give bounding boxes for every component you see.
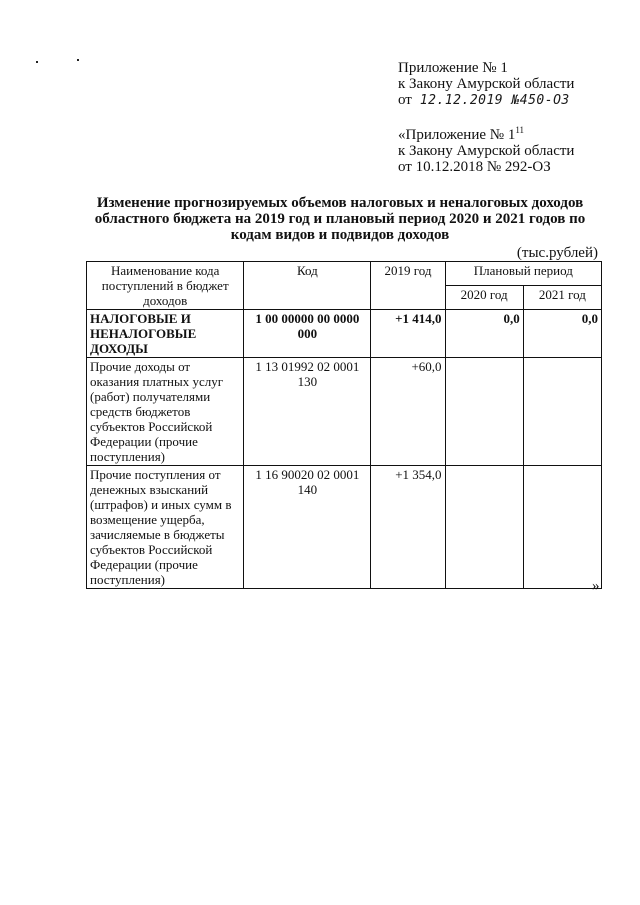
- closing-quote-mark: »: [592, 578, 600, 594]
- row-2021: [523, 466, 601, 589]
- row-2019: +1 414,0: [371, 310, 445, 358]
- row-code: 1 16 90020 02 0001 140: [244, 466, 371, 589]
- table-row: [87, 358, 602, 466]
- header-2020: 2020 год: [445, 286, 523, 310]
- header-2019: 2019 год: [371, 262, 445, 310]
- row-2020: [445, 466, 523, 589]
- appendix-header: [398, 60, 574, 109]
- row-name: Прочие поступления от денежных взысканий (штрафов) и иных сумм в возмещение ущерба, зачисляемые в бюджеты субъектов Российской Федерации (прочие поступления): [87, 466, 244, 589]
- header-2021: 2021 год: [523, 286, 601, 310]
- row-code: 1 13 01992 02 0001 130: [244, 358, 371, 466]
- date-line: [398, 92, 574, 109]
- handwritten-date-number: 12.12.2019 №450-ОЗ: [419, 93, 570, 108]
- header-code: Код: [244, 262, 371, 310]
- row-2021: 0,0: [523, 310, 601, 358]
- document-title: Изменение прогнозируемых объемов налоговых и неналоговых доходов областного бюджета на 2019 год и плановый период 2020 и 2021 годов по кодам видов и подвидов доходов: [94, 195, 586, 243]
- law-line: к Закону Амурской области: [398, 76, 575, 92]
- appendix-line: Приложение № 1: [398, 60, 508, 76]
- table-header-row: [87, 262, 602, 286]
- scan-speck: [36, 61, 38, 63]
- quoted-from-line: от 10.12.2018 № 292-ОЗ: [398, 159, 551, 175]
- row-name: Прочие доходы от оказания платных услуг (работ) получателями средств бюджетов субъектов Российской Федерации (прочие поступления): [87, 358, 244, 466]
- row-2019: +60,0: [371, 358, 445, 466]
- row-2021: [523, 358, 601, 466]
- header-planned-period: Плановый период: [445, 262, 601, 286]
- quoted-law-line: к Закону Амурской области: [398, 143, 575, 159]
- row-2019: +1 354,0: [371, 466, 445, 589]
- appendix-superscript: 11: [515, 125, 524, 135]
- row-2020: 0,0: [445, 310, 523, 358]
- scan-speck: [77, 59, 79, 61]
- unit-label: (тыс.рублей): [516, 245, 598, 261]
- row-2020: [445, 358, 523, 466]
- quoted-appendix-text: «Приложение № 1: [398, 127, 516, 143]
- table-row: [87, 466, 602, 589]
- from-prefix: от: [398, 92, 412, 108]
- quoted-appendix-line: [398, 122, 574, 143]
- table-row: [87, 310, 602, 358]
- header-name: Наименование кода поступлений в бюджет доходов: [87, 262, 244, 310]
- row-code: 1 00 00000 00 0000 000: [244, 310, 371, 358]
- row-name: НАЛОГОВЫЕ И НЕНАЛОГОВЫЕ ДОХОДЫ: [87, 310, 244, 358]
- revenue-table: [86, 261, 602, 589]
- quoted-appendix-header: [398, 122, 574, 175]
